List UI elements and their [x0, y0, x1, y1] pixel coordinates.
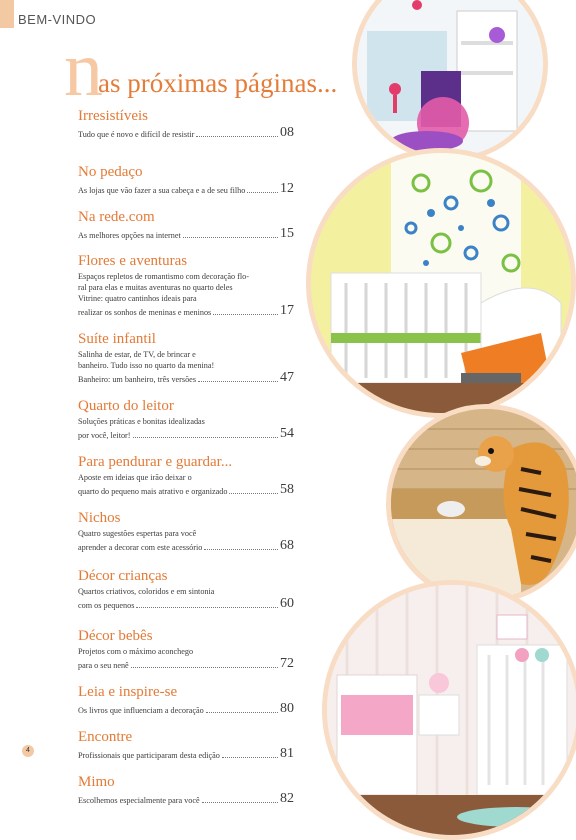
table-of-contents: [78, 108, 294, 806]
toc-entry[interactable]: [78, 253, 294, 318]
toc-entry[interactable]: [78, 729, 294, 761]
toc-entry[interactable]: [78, 331, 294, 385]
toc-entry-leader-line: [78, 483, 294, 497]
toc-entry[interactable]: [78, 510, 294, 553]
corner-tab: [0, 0, 14, 28]
pink-bedroom-photo: [322, 580, 576, 840]
heading-initial: n: [64, 25, 103, 112]
toc-entry-title: Na rede.com: [78, 209, 155, 225]
toc-entry-leader-line: [78, 182, 294, 196]
toc-entry[interactable]: [78, 209, 294, 241]
toc-entry-leader-line: [78, 597, 294, 611]
toc-page-number: 58: [280, 482, 294, 497]
toc-page-number: 80: [280, 701, 294, 716]
toc-page-number: 54: [280, 426, 294, 441]
toc-page-number: 60: [280, 596, 294, 611]
toc-entry-title: Leia e inspire-se: [78, 684, 178, 700]
toc-entry-description: Salinha de estar, de TV, de brincar e: [78, 350, 196, 359]
toc-entry-description: Aposte em ideias que irão deixar o: [78, 473, 192, 482]
toc-entry-title: Mimo: [78, 774, 115, 790]
toc-entry-description: com os pequenos: [78, 601, 135, 610]
bathroom-photo: [352, 0, 548, 162]
toc-page-number: 08: [280, 125, 294, 140]
toc-entry-description: Profissionais que participaram desta edição: [78, 751, 220, 760]
toc-page-number: 81: [280, 746, 294, 761]
dot-leader: [222, 757, 278, 758]
toc-entry[interactable]: [78, 774, 294, 806]
toc-entry[interactable]: [78, 108, 294, 140]
toc-entry-description: realizar os sonhos de meninas e meninos: [78, 308, 212, 317]
toc-entry-description: ral para elas e muitas aventuras no quarto deles: [78, 283, 233, 292]
toc-entry-leader-line: [78, 427, 294, 441]
dot-leader: [213, 314, 278, 315]
toc-entry-title: Suíte infantil: [78, 331, 156, 347]
toc-entry-description: Escolhemos especialmente para você: [78, 796, 200, 805]
toc-page-number: 68: [280, 538, 294, 553]
tiger-toy-photo: [386, 404, 576, 604]
toc-page-number: 72: [280, 656, 294, 671]
dot-leader: [202, 802, 278, 803]
toc-entry-leader-line: [78, 702, 294, 716]
toc-entry-title: Flores e aventuras: [78, 253, 188, 269]
toc-entry-title: Encontre: [78, 729, 133, 745]
toc-entry-title: Décor bebês: [78, 628, 153, 644]
toc-entry[interactable]: [78, 164, 294, 196]
dot-leader: [247, 192, 278, 193]
toc-entry-description: Vitrine: quatro cantinhos ideais para: [78, 294, 197, 303]
dot-leader: [196, 136, 278, 137]
toc-entry-leader-line: [78, 126, 294, 140]
toc-entry-description: para o seu nenê: [78, 661, 129, 670]
toc-page-number: 82: [280, 791, 294, 806]
dot-leader: [204, 549, 278, 550]
toc-entry-title: Irresistíveis: [78, 108, 148, 124]
crib-room-photo: [306, 148, 576, 418]
toc-entry-leader-line: [78, 747, 294, 761]
toc-entry-leader-line: [78, 539, 294, 553]
toc-page-number: 15: [280, 226, 294, 241]
toc-entry-description: As lojas que vão fazer a sua cabeça e a de seu filho: [78, 186, 246, 195]
page-heading: [64, 25, 344, 112]
section-label: BEM-VINDO: [18, 12, 97, 27]
toc-entry-leader-line: [78, 227, 294, 241]
toc-page-number: 17: [280, 303, 294, 318]
dot-leader: [206, 712, 278, 713]
toc-entry-leader-line: [78, 371, 294, 385]
toc-entry[interactable]: [78, 684, 294, 716]
toc-entry-description: Banheiro: um banheiro, três versões: [78, 375, 197, 384]
toc-entry-description: As melhores opções na internet: [78, 231, 181, 240]
toc-entry[interactable]: [78, 454, 294, 497]
toc-entry-title: Décor crianças: [78, 568, 168, 584]
toc-entry-description: Tudo que é novo e difícil de resistir: [78, 130, 195, 139]
toc-entry-description: Os livros que influenciam a decoração: [78, 706, 204, 715]
toc-page-number: 12: [280, 181, 294, 196]
dot-leader: [229, 493, 278, 494]
toc-page-number: 47: [280, 370, 294, 385]
toc-entry-description: quarto do pequeno mais atrativo e organizado: [78, 487, 228, 496]
toc-entry-title: Para pendurar e guardar...: [78, 454, 233, 470]
toc-entry-leader-line: [78, 792, 294, 806]
toc-entry-title: No pedaço: [78, 164, 143, 180]
dot-leader: [131, 667, 278, 668]
page-number: 4: [22, 745, 34, 757]
toc-entry[interactable]: [78, 398, 294, 441]
toc-entry-leader-line: [78, 304, 294, 318]
dot-leader: [136, 607, 278, 608]
toc-entry-description: aprender a decorar com este acessório: [78, 543, 203, 552]
toc-entry[interactable]: [78, 628, 294, 671]
toc-entry-title: Nichos: [78, 510, 121, 526]
dot-leader: [183, 237, 278, 238]
toc-entry-description: Quatro sugestões espertas para você: [78, 529, 197, 538]
toc-entry-title: Quarto do leitor: [78, 398, 174, 414]
toc-entry-description: Soluções práticas e bonitas idealizadas: [78, 417, 205, 426]
toc-entry-description: banheiro. Tudo isso no quarto da menina!: [78, 361, 215, 370]
dot-leader: [133, 437, 278, 438]
toc-entry[interactable]: [78, 568, 294, 611]
dot-leader: [198, 381, 278, 382]
toc-entry-leader-line: [78, 657, 294, 671]
toc-entry-description: Espaços repletos de romantismo com decoração flo-: [78, 272, 249, 281]
toc-entry-description: Quartos criativos, coloridos e em sintonia: [78, 587, 215, 596]
heading-text: as próximas páginas...: [98, 68, 338, 98]
toc-entry-description: por você, leitor!: [78, 431, 131, 440]
toc-entry-description: Projetos com o máximo aconchego: [78, 647, 194, 656]
